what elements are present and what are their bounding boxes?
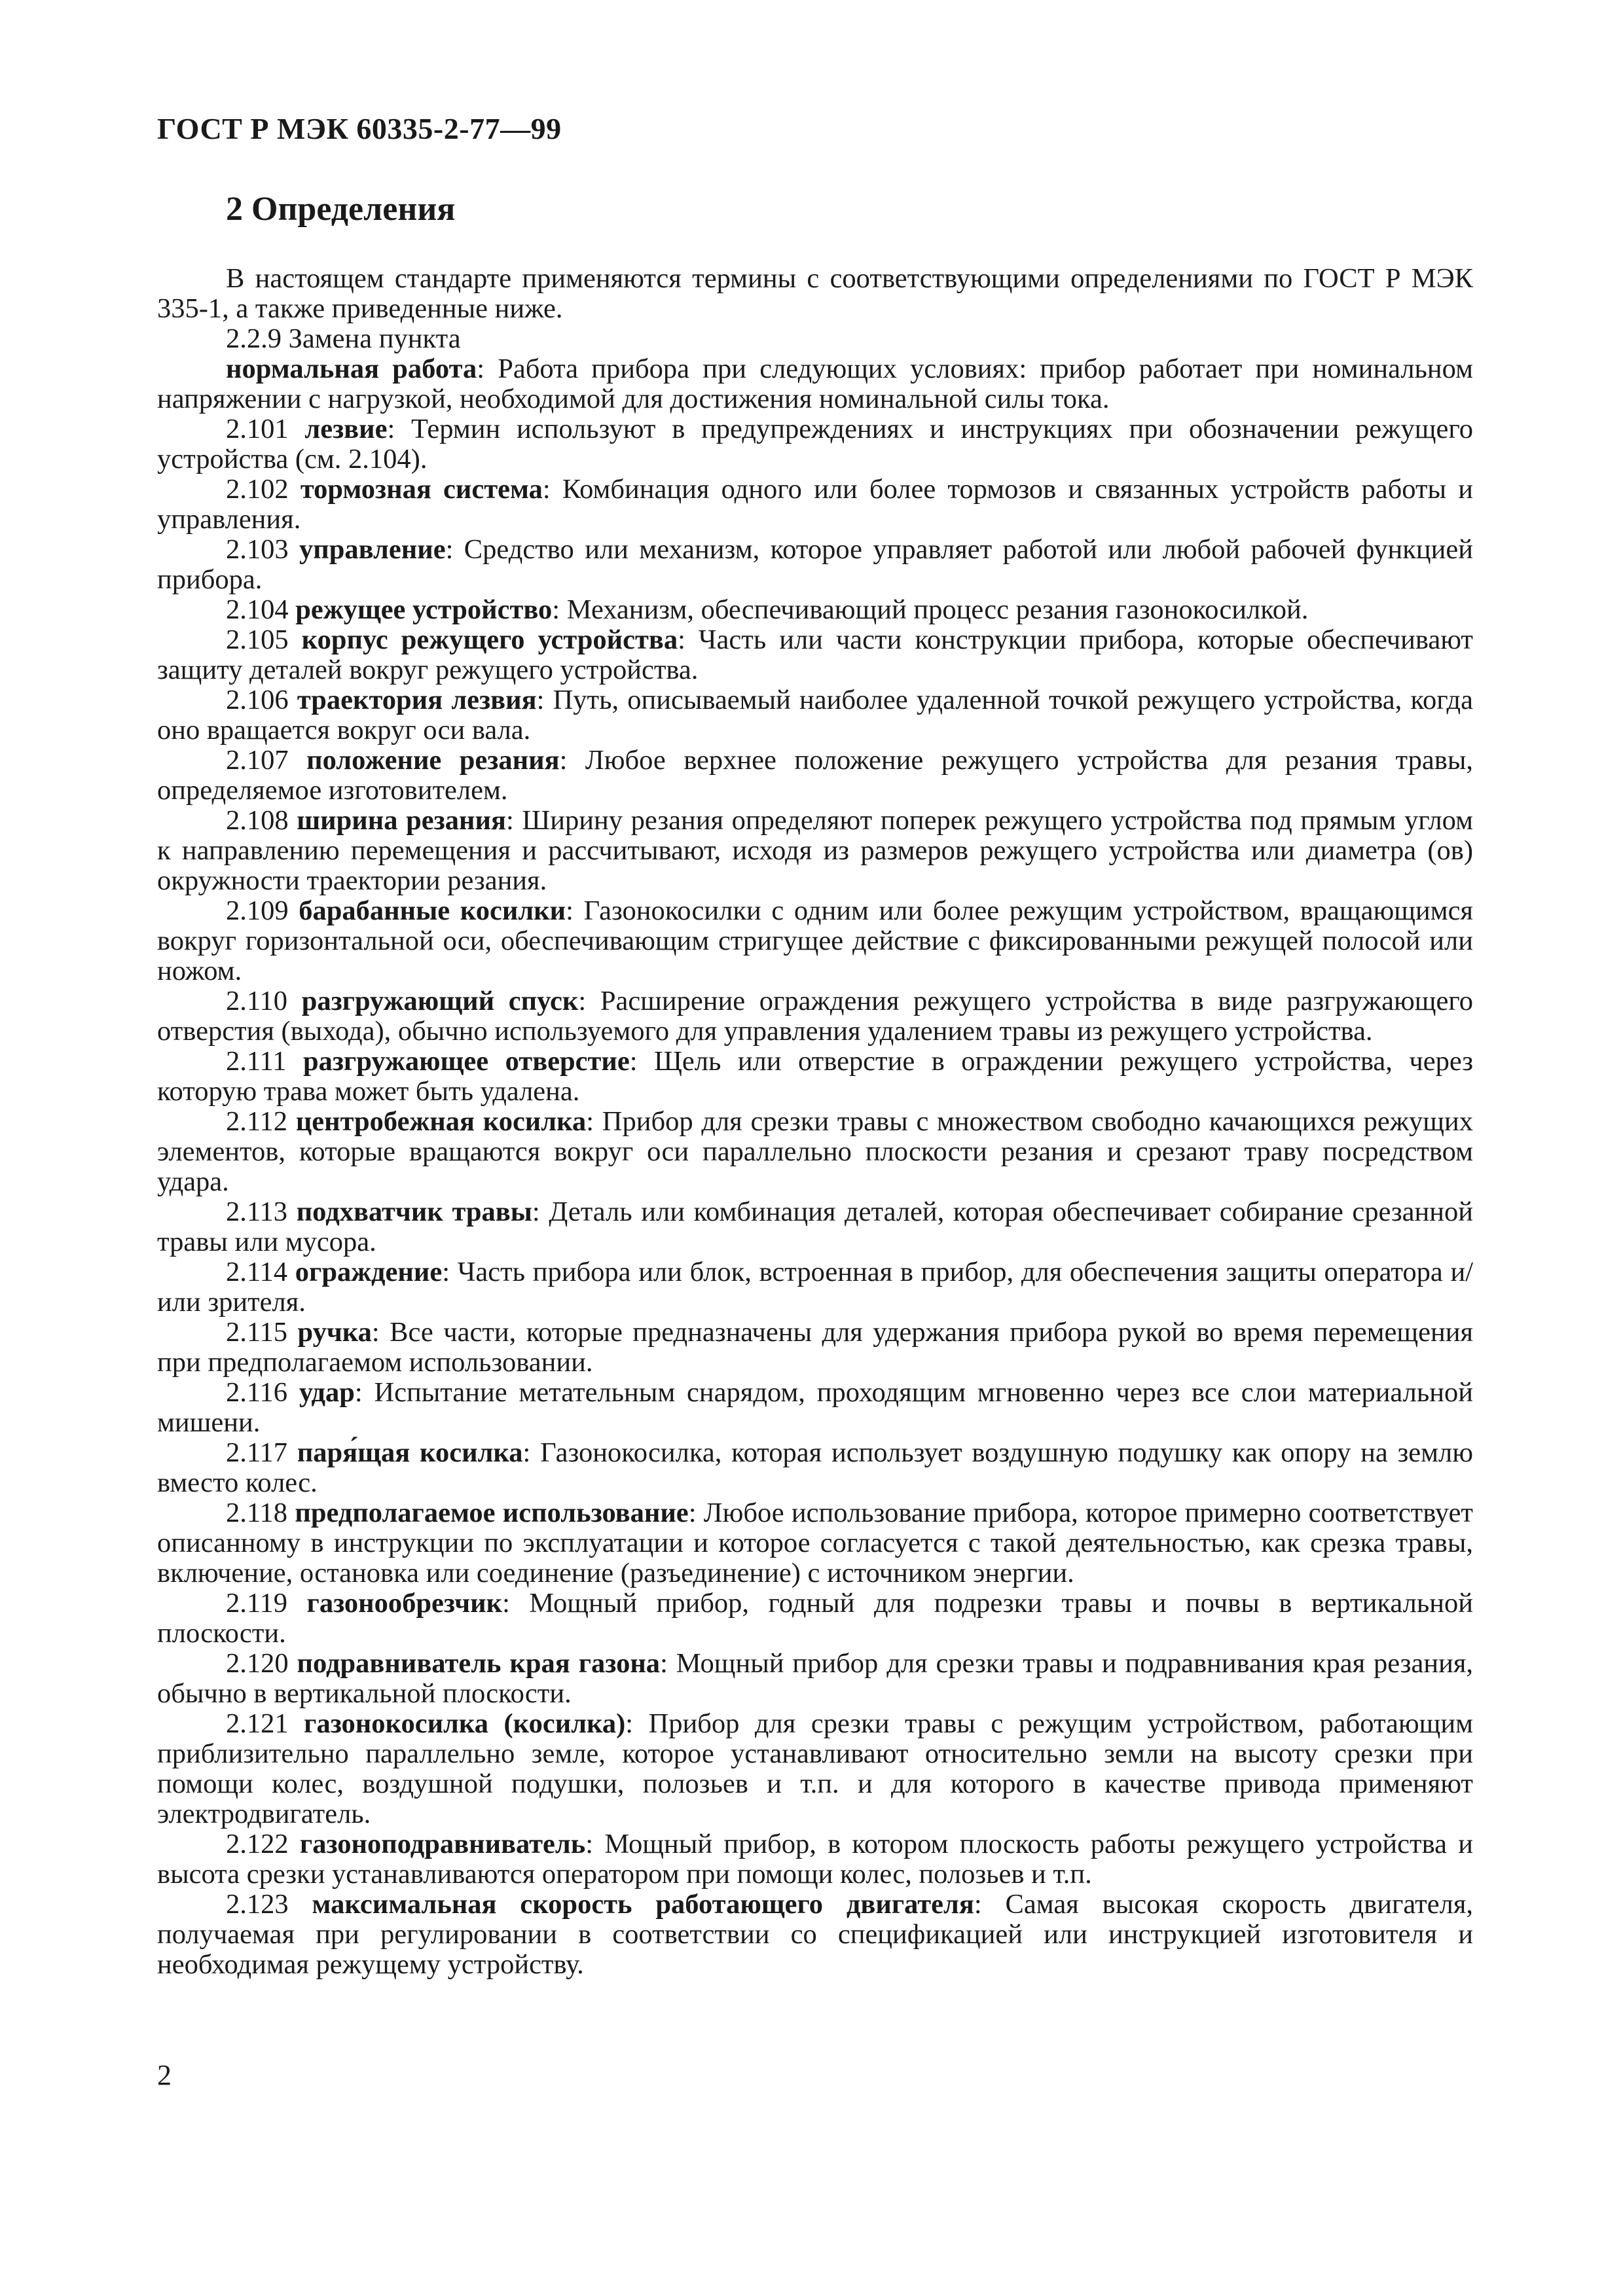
definition-text: : Прибор для срезки травы с множеством свободно качающихся режущих элементов, которые вращаются вокруг оси параллельно плоскости резания и срезают траву посредством удара. <box>157 1106 1474 1197</box>
definition-paragraph <box>157 414 1473 475</box>
clause-number: 2.116 <box>226 1377 288 1408</box>
clause-number: 2.2.9 <box>226 323 282 354</box>
definition-paragraph <box>157 1318 1473 1378</box>
clause-number: 2.118 <box>226 1498 288 1528</box>
definition-paragraph <box>157 1829 1473 1890</box>
definition-text: : Термин используют в предупреждениях и инструкциях при обозначении режущего устройства (см. 2.104). <box>157 414 1473 475</box>
definition-text: : Любое верхнее положение режущего устройства для резания травы, определяемое изготовителем. <box>157 745 1474 806</box>
definition-text: : Все части, которые предназначены для удержания прибора рукой во время перемещения при предполагаемом использовании. <box>157 1317 1473 1378</box>
clause-number: 2.108 <box>226 805 289 836</box>
clause-number: 2.112 <box>226 1106 288 1137</box>
clause-number: 2.109 <box>226 895 289 926</box>
definition-paragraph <box>157 745 1473 806</box>
definition-paragraph <box>157 1378 1473 1438</box>
definition-paragraph <box>157 1197 1473 1257</box>
definition-text: В настоящем стандарте применяются термины с соответствующими определениями по ГОСТ Р МЭК 335-1, а также приведенные ниже. <box>157 263 1473 324</box>
definition-paragraph <box>157 264 1473 324</box>
defined-term: лезвие <box>304 414 388 444</box>
defined-term: подравниватель края газона <box>297 1648 661 1679</box>
clause-number: 2.104 <box>226 594 289 625</box>
defined-term: подхватчик травы <box>296 1196 532 1227</box>
definition-text: : Часть прибора или блок, встроенная в прибор, для обеспечения защиты оператора и/или зрителя. <box>157 1257 1474 1318</box>
definition-text: : Путь, описываемый наиболее удаленной точкой режущего устройства, когда оно вращается вокруг оси вала. <box>157 685 1474 745</box>
definition-text: : Расширение ограждения режущего устройства в виде разгружающего отверстия (выхода), обычно используемого для управления удалением травы из режущего устройства. <box>157 986 1473 1047</box>
definition-paragraph <box>157 625 1473 685</box>
definition-text: : Средство или механизм, которое управляет работой или любой рабочей функцией прибора. <box>157 534 1473 595</box>
clause-number: 2.106 <box>226 685 289 715</box>
definition-paragraph <box>157 896 1473 986</box>
definition-text: : Мощный прибор для срезки травы и подравнивания края резания, обычно в вертикальной плоскости. <box>157 1648 1473 1709</box>
clause-number: 2.117 <box>226 1437 288 1468</box>
definition-paragraph <box>157 1890 1473 1980</box>
document-body <box>157 264 1473 1980</box>
clause-number: 2.111 <box>226 1046 287 1077</box>
document-header: ГОСТ Р МЭК 60335-2-77—99 <box>157 112 562 145</box>
definition-paragraph <box>157 1107 1473 1197</box>
defined-term: газоноподравниватель <box>299 1829 586 1859</box>
definition-text: : Часть или части конструкции прибора, которые обеспечивают защиту деталей вокруг режущего устройства. <box>157 624 1473 685</box>
clause-number: 2.114 <box>226 1257 288 1287</box>
defined-term: управление <box>299 534 446 565</box>
definition-text: : Работа прибора при следующих условиях: прибор работает при номинальном напряжении с нагрузкой, необходимой для достижения номинальной силы тока. <box>157 353 1473 414</box>
defined-term: ограждение <box>295 1257 443 1287</box>
clause-number: 2.102 <box>226 474 289 505</box>
clause-number: 2.122 <box>226 1829 289 1859</box>
defined-term: разгружающий спуск <box>301 986 579 1016</box>
definition-paragraph <box>157 535 1473 595</box>
definition-paragraph <box>157 1709 1473 1829</box>
definition-text: : Щель или отверстие в ограждении режущего устройства, через которую трава может быть удалена. <box>157 1046 1474 1107</box>
definition-text: : Деталь или комбинация деталей, которая обеспечивает собирание срезанной травы или мусора. <box>157 1196 1473 1257</box>
definition-paragraph <box>157 1649 1473 1709</box>
definition-paragraph <box>157 1047 1473 1107</box>
definition-paragraph <box>157 595 1473 625</box>
defined-term: максимальная скорость работающего двигателя <box>312 1889 974 1920</box>
page-number: 2 <box>157 2059 172 2091</box>
defined-term: тормозная система <box>300 474 543 505</box>
defined-term: центробежная косилка <box>295 1106 587 1137</box>
definition-text: : Любое использование прибора, которое примерно соответствует описанному в инструкции по эксплуатации и которое согласуется с такой деятельностью, как срезка травы, включение, остановка или соединение (разъединение) с источником энергии. <box>157 1498 1473 1588</box>
clause-number: 2.121 <box>226 1708 289 1739</box>
clause-number: 2.105 <box>226 624 289 655</box>
definition-paragraph <box>157 475 1473 535</box>
clause-number: 2.123 <box>226 1889 289 1920</box>
clause-number: 2.101 <box>226 414 289 444</box>
clause-number: 2.103 <box>226 534 289 565</box>
definition-text: : Мощный прибор, в котором плоскость работы режущего устройства и высота срезки устанавливаются оператором при помощи колес, полозьев и т.п. <box>157 1829 1473 1890</box>
defined-term: корпус режущего устройства <box>301 624 678 655</box>
clause-number: 2.107 <box>226 745 289 776</box>
defined-term: паря́щая косилка <box>297 1437 523 1468</box>
definition-paragraph <box>157 324 1473 354</box>
defined-term: ширина резания <box>297 805 506 836</box>
defined-term: разгружающее отверстие <box>302 1046 630 1077</box>
defined-term: ручка <box>297 1317 372 1348</box>
definition-paragraph <box>157 1257 1473 1318</box>
defined-term: удар <box>299 1377 355 1408</box>
definition-paragraph <box>157 1588 1473 1649</box>
definition-text: Замена пункта <box>288 323 461 354</box>
definition-text: : Мощный прибор, годный для подрезки травы и почвы в вертикальной плоскости. <box>157 1588 1473 1649</box>
defined-term: газонообрезчик <box>306 1588 503 1619</box>
section-title: 2 Определения <box>226 190 456 228</box>
definition-text: : Ширину резания определяют поперек режущего устройства под прямым углом к направлению перемещения и рассчитывают, исходя из размеров режущего устройства или диаметра (ов) окружности траектории резания. <box>157 805 1474 896</box>
clause-number: 2.110 <box>226 986 288 1016</box>
clause-number: 2.120 <box>226 1648 289 1679</box>
definition-text: : Газонокосилки с одним или более режущим устройством, вращающимся вокруг горизонтальной оси, обеспечивающим стригущее действие с фиксированными режущей полосой или ножом. <box>157 895 1474 986</box>
definition-text: : Испытание метательным снарядом, проходящим мгновенно через все слои материальной мишени. <box>157 1377 1474 1438</box>
clause-number: 2.119 <box>226 1588 288 1619</box>
defined-term: режущее устройство <box>295 594 553 625</box>
defined-term: траектория лезвия <box>297 685 537 715</box>
clause-number: 2.113 <box>226 1196 288 1227</box>
definition-paragraph <box>157 354 1473 414</box>
definition-text: : Самая высокая скорость двигателя, получаемая при регулировании в соответствии со спецификацией или инструкцией изготовителя и необходимая режущему устройству. <box>157 1889 1473 1980</box>
definition-text: : Газонокосилка, которая использует воздушную подушку как опору на землю вместо колес. <box>157 1437 1473 1498</box>
defined-term: предполагаемое использование <box>295 1498 689 1528</box>
definition-text: : Комбинация одного или более тормозов и связанных устройств работы и управления. <box>157 474 1474 535</box>
definition-text: : Прибор для срезки травы с режущим устройством, работающим приблизительно параллельно земле, которое устанавливают относительно земли на высоту срезки при помощи колес, воздушной подушки, полозьев и т.п. и для которого в качестве привода применяют электродвигатель. <box>157 1708 1474 1829</box>
defined-term: газонокосилка (косилка) <box>304 1708 626 1739</box>
definition-paragraph <box>157 1498 1473 1588</box>
definition-paragraph <box>157 685 1473 745</box>
defined-term: нормальная работа <box>226 353 477 384</box>
definition-paragraph <box>157 806 1473 896</box>
definition-paragraph <box>157 1438 1473 1498</box>
clause-number: 2.115 <box>226 1317 288 1348</box>
definition-paragraph <box>157 986 1473 1047</box>
defined-term: положение резания <box>306 745 560 776</box>
definition-text: : Механизм, обеспечивающий процесс резания газонокосилкой. <box>552 594 1309 625</box>
defined-term: барабанные косилки <box>299 895 566 926</box>
